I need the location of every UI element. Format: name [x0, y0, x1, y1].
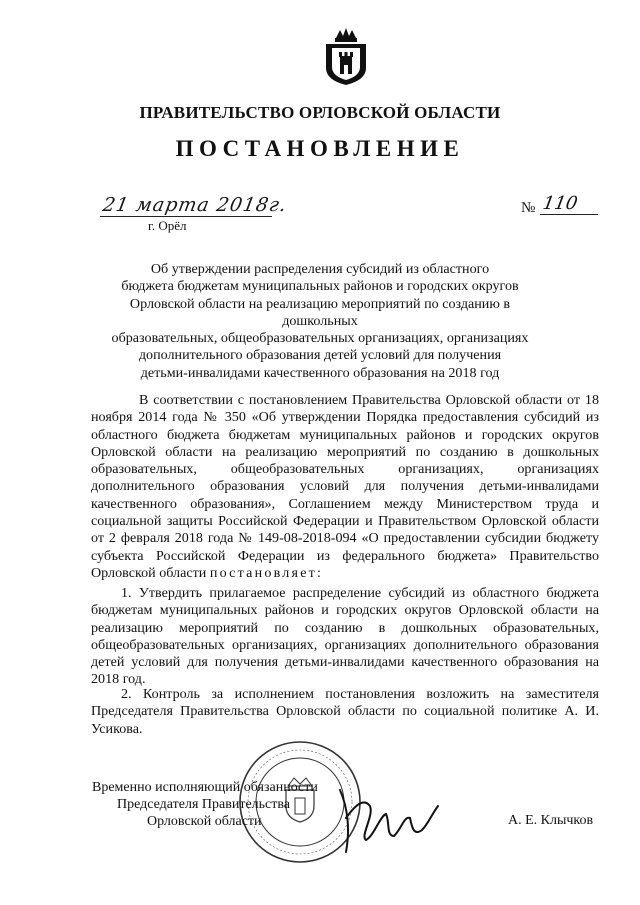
handwritten-number: 110	[541, 193, 580, 214]
preamble-paragraph	[91, 392, 599, 582]
clause-1-paragraph: 1. Утвердить прилагаемое распределение субсидий из областного бюджета бюджетам муниципальных районов и городских округов Орловской области на реализацию мероприятий по созданию в дошкольных образовательных, общеобразовательных организациях, организациях дополнительного образования детей условий для получения детьми-инвалидами качественного образования на 2018 год.	[91, 585, 599, 688]
document-subject	[110, 261, 530, 382]
number-prefix: №	[521, 200, 536, 216]
signatory-line-2: Председателя Правительства	[117, 797, 291, 812]
signatory-line-1: Временно исполняющий обязанности	[92, 780, 318, 795]
clause-2-paragraph: 2. Контроль за исполнением постановления возложить на заместителя Председателя Правительства Орловской области по социальной политике А. И. Усикова.	[91, 686, 599, 737]
subject-line: образовательных, общеобразовательных организациях, организациях	[111, 330, 529, 347]
signatory-line-3: Орловской области	[147, 814, 262, 829]
subject-line: Орловской области на реализацию мероприятий по созданию в дошкольных	[129, 295, 511, 329]
subject-line: детьми-инвалидами качественного образования на 2018 год	[140, 364, 500, 381]
number-underline	[540, 214, 598, 215]
date-underline	[100, 216, 272, 217]
subject-line: Об утверждении распределения субсидий из областного	[150, 261, 490, 277]
preamble-text: В соответствии с постановлением Правительства Орловской области от 18 ноября 2014 года № 350 «Об утверждении Порядка предоставления субсидий из областного бюджета бюджетам муниципальных районов и городских округов Орловской области на реализацию мероприятий по созданию в дошкольных образовательных, общеобразовательных организациях, организациях дополнительного образования условий для получения детьми-инвалидами качественного образования», Соглашением между Министерством труда и социальной защиты Российской Федерации и Правительством Орловской области от 2 февраля 2018 года № 149-08-2018-094 «О предоставлении субсидии бюджету субъекта Российской Федерации из федерального бюджета» Правительство Орловской области	[91, 392, 599, 581]
subject-line: дополнительного образования детей условий для получения	[138, 347, 502, 364]
orel-oblast-coat-of-arms-icon	[322, 28, 370, 86]
decree-word: постановляет:	[209, 564, 324, 581]
signatory-name: А. Е. Клычков	[508, 813, 594, 828]
document-type-title: ПОСТАНОВЛЕНИЕ	[175, 136, 465, 161]
signatory-position	[92, 779, 318, 830]
handwritten-signature-icon	[330, 778, 450, 858]
subject-line: бюджета бюджетам муниципальных районов и городских округов	[121, 278, 519, 295]
city-label: г. Орёл	[148, 218, 187, 233]
organization-title: ПРАВИТЕЛЬСТВО ОРЛОВСКОЙ ОБЛАСТИ	[139, 103, 501, 122]
handwritten-date: 21 марта 2018г.	[101, 194, 289, 216]
